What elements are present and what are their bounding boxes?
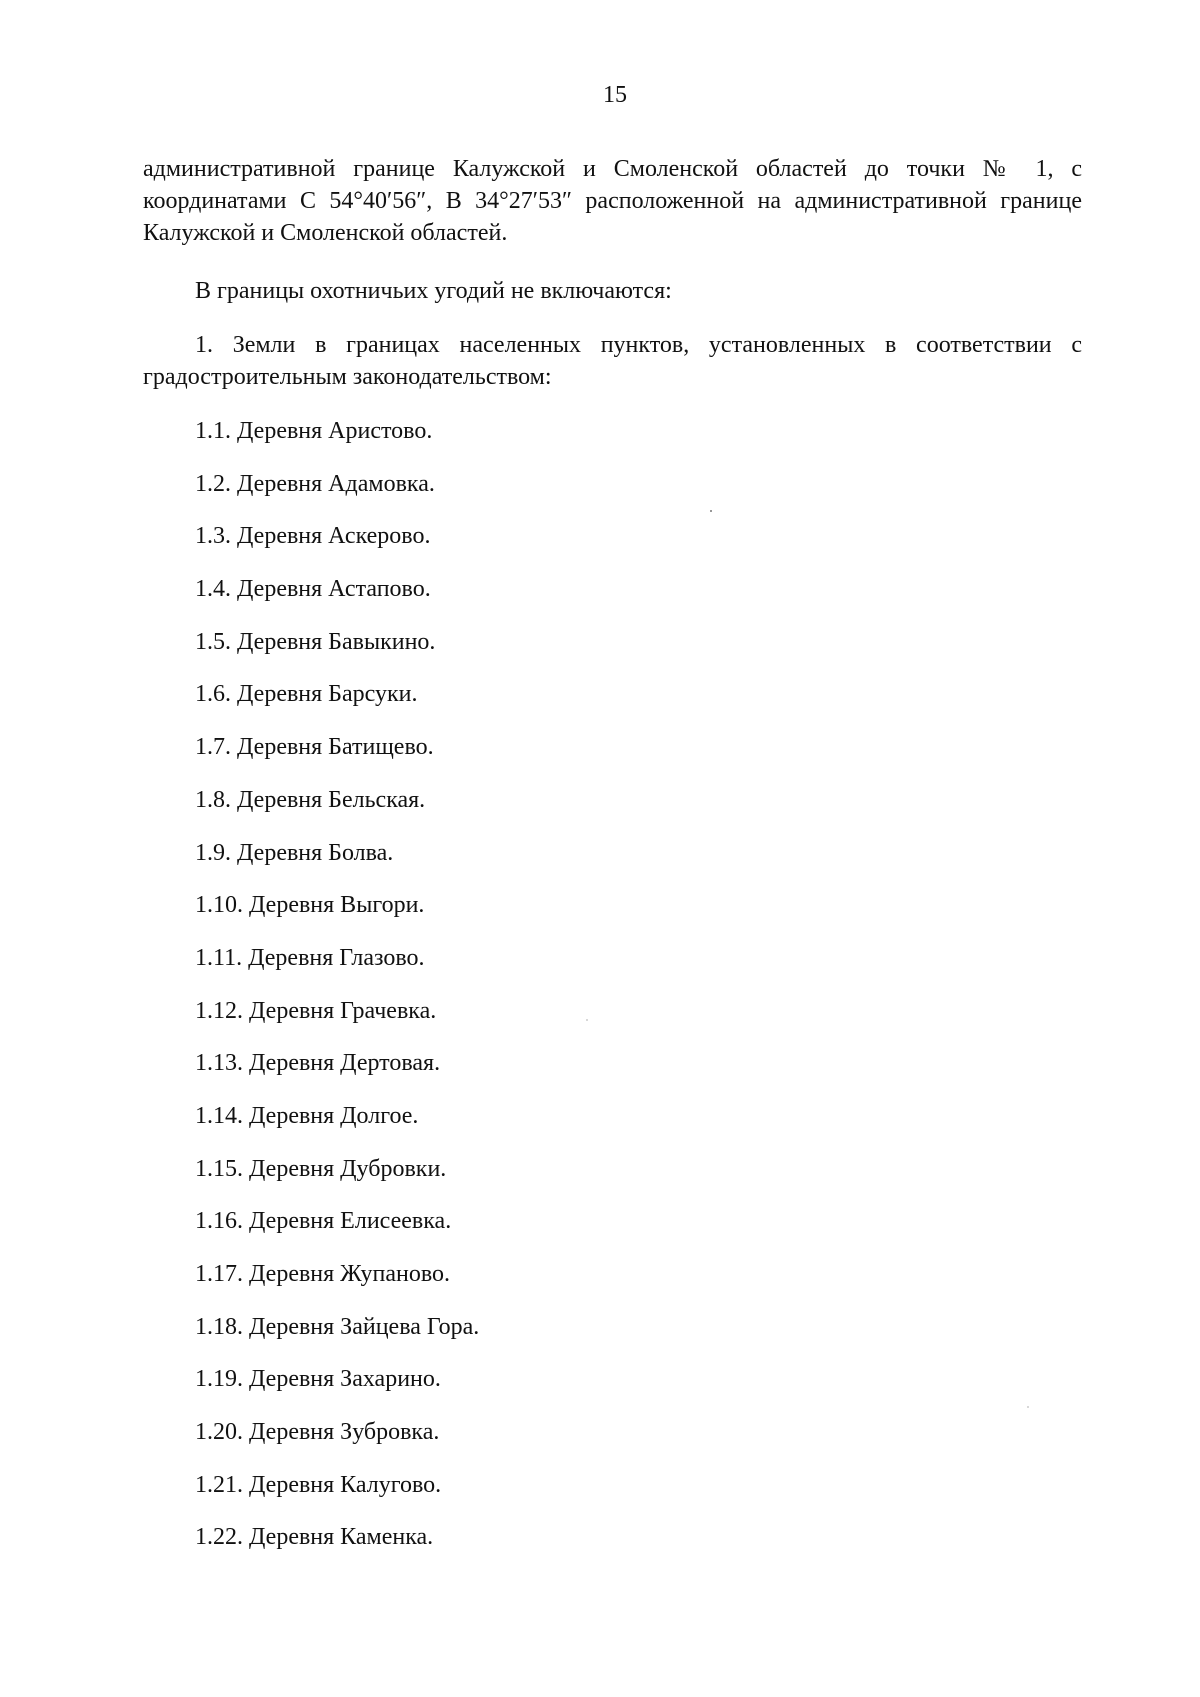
list-item-name: Деревня Барсуки. xyxy=(237,681,418,708)
exclusion-intro-paragraph: В границы охотничьих угодий не включаются: xyxy=(195,278,672,304)
list-item xyxy=(143,889,1082,942)
list-item-name: Деревня Бавыкино. xyxy=(237,628,436,655)
list-item-number: 1.10. xyxy=(195,892,243,919)
list-item xyxy=(143,1205,1082,1258)
list-item-number: 1.22. xyxy=(195,1524,243,1551)
list-item xyxy=(143,1521,1082,1574)
list-item-number: 1.13. xyxy=(195,1050,243,1077)
list-item-number: 1.8. xyxy=(195,786,231,813)
list-item-name: Деревня Дубровки. xyxy=(249,1155,447,1182)
list-item xyxy=(143,520,1082,573)
list-item-number: 1.12. xyxy=(195,997,243,1024)
list-item-name: Деревня Зубровка. xyxy=(249,1419,440,1446)
list-item-number: 1.15. xyxy=(195,1155,243,1182)
list-item-number: 1.4. xyxy=(195,576,231,603)
list-item-number: 1.6. xyxy=(195,681,231,708)
list-item-name: Деревня Каменка. xyxy=(249,1524,434,1551)
list-item-number: 1.21. xyxy=(195,1471,243,1498)
list-item-name: Деревня Астапово. xyxy=(237,576,431,603)
list-item-name: Деревня Выгори. xyxy=(249,892,425,919)
lands-intro-paragraph: 1. Земли в границах населенных пунктов, установленных в соответствии с градостроительным законодательством: xyxy=(143,332,1082,390)
village-list xyxy=(143,415,1082,1574)
list-item-name: Деревня Жупаново. xyxy=(249,1261,451,1287)
list-item-name: Деревня Долгое. xyxy=(249,1102,419,1129)
list-item-number: 1.11. xyxy=(195,944,243,971)
list-item-name: Деревня Елисеевка. xyxy=(249,1208,452,1235)
boundary-continuation-paragraph: административной границе Калужской и Смоленской областей до точки № 1, с координатами С 54°40′56″, В 34°27′53″ расположенной на административной границе Калужской и Смоленской областей. xyxy=(143,156,1082,246)
list-item-number: 1.7. xyxy=(195,734,231,761)
list-item-number: 1.19. xyxy=(195,1366,243,1393)
list-item xyxy=(143,626,1082,679)
list-item xyxy=(143,1416,1082,1469)
list-item xyxy=(143,1469,1082,1522)
list-item-number: 1.17. xyxy=(195,1261,243,1287)
list-item xyxy=(143,573,1082,626)
list-item xyxy=(143,837,1082,890)
list-item-name: Деревня Аскерово. xyxy=(237,523,431,550)
list-item xyxy=(143,942,1082,995)
list-item-number: 1.9. xyxy=(195,839,231,866)
list-item-name: Деревня Болва. xyxy=(237,839,394,866)
list-item-name: Деревня Аристово. xyxy=(237,418,433,444)
list-item-name: Деревня Зайцева Гора. xyxy=(249,1313,480,1340)
list-item-number: 1.14. xyxy=(195,1102,243,1129)
list-item-number: 1.18. xyxy=(195,1313,243,1340)
list-item xyxy=(143,1100,1082,1153)
scan-speck xyxy=(586,1019,588,1021)
list-item xyxy=(143,415,1082,468)
scan-speck xyxy=(1027,1406,1029,1408)
list-item xyxy=(143,1311,1082,1364)
list-item-number: 1.16. xyxy=(195,1208,243,1235)
list-item xyxy=(143,731,1082,784)
list-item-name: Деревня Калугово. xyxy=(249,1471,442,1498)
list-item xyxy=(143,1153,1082,1206)
document-body xyxy=(143,153,1082,1574)
list-item xyxy=(143,1258,1082,1311)
list-item-name: Деревня Адамовка. xyxy=(237,470,435,497)
page-number: 15 xyxy=(603,82,627,108)
list-item xyxy=(143,678,1082,731)
list-item-number: 1.5. xyxy=(195,628,231,655)
list-item-name: Деревня Глазово. xyxy=(248,944,425,971)
list-item-name: Деревня Бельская. xyxy=(237,786,426,813)
scan-speck xyxy=(710,510,712,512)
list-item xyxy=(143,1363,1082,1416)
list-item xyxy=(143,1047,1082,1100)
list-item-name: Деревня Дертовая. xyxy=(249,1050,441,1077)
list-item xyxy=(143,995,1082,1048)
list-item xyxy=(143,468,1082,521)
list-item-name: Деревня Батищево. xyxy=(237,734,434,761)
list-item-number: 1.3. xyxy=(195,523,231,550)
list-item xyxy=(143,784,1082,837)
list-item-number: 1.2. xyxy=(195,470,231,497)
list-item-number: 1.1. xyxy=(195,418,231,444)
list-item-number: 1.20. xyxy=(195,1419,243,1446)
list-item-name: Деревня Грачевка. xyxy=(249,997,437,1024)
list-item-name: Деревня Захарино. xyxy=(249,1366,441,1393)
